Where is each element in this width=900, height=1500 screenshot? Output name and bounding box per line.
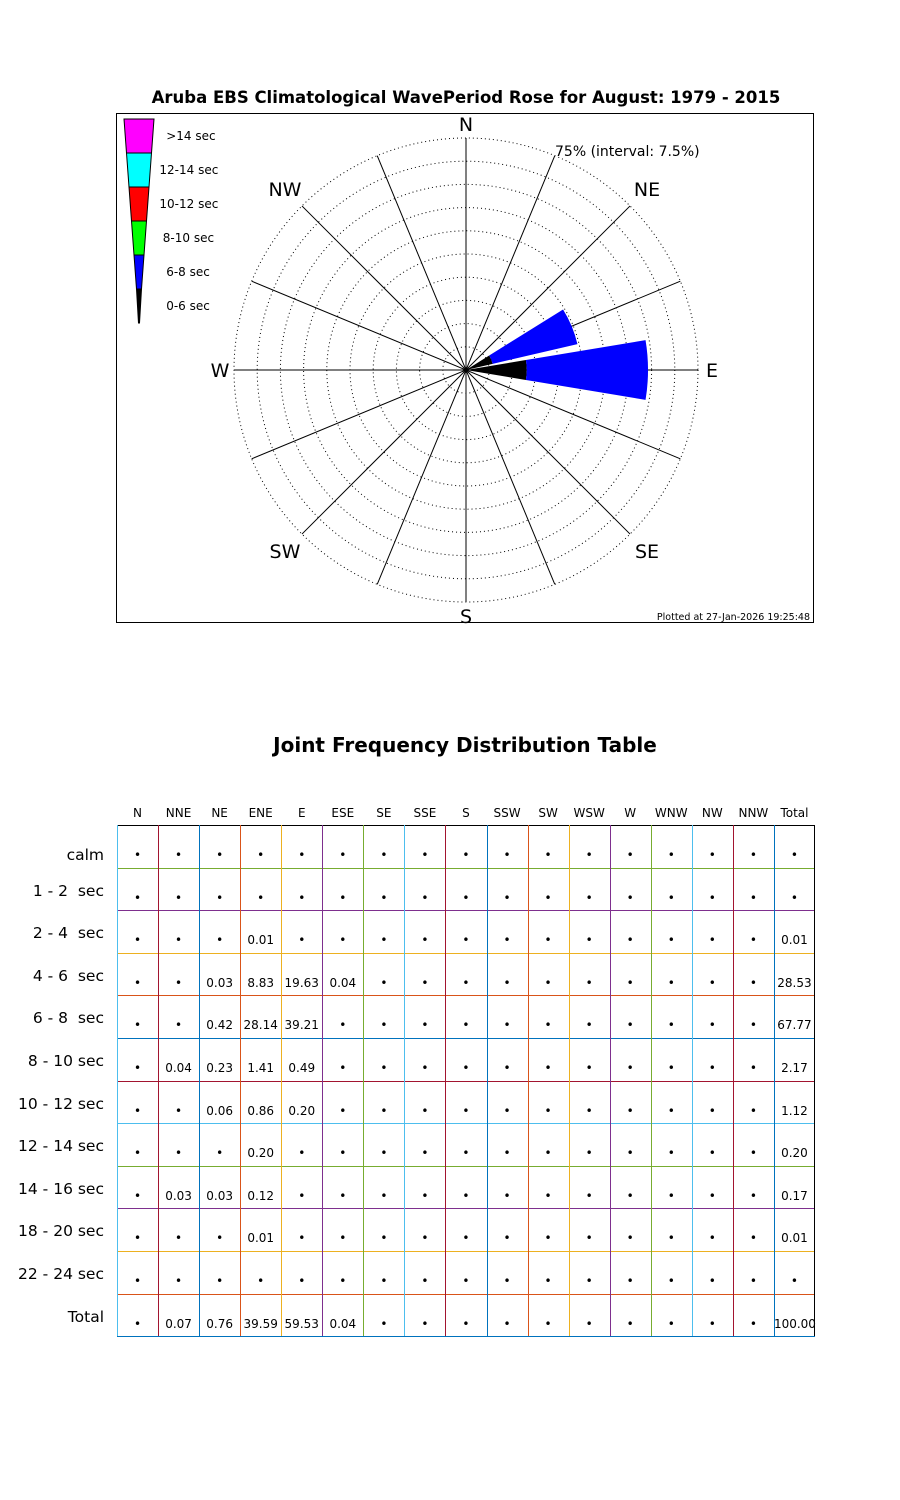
table-cell: • — [626, 1231, 634, 1246]
table-cell: • — [544, 933, 552, 948]
rose-wedge-e-0-6-sec — [466, 360, 527, 380]
legend-swatch — [132, 221, 147, 255]
table-cell: 0.86 — [247, 1103, 275, 1118]
table-cell: • — [298, 1188, 306, 1203]
row-divider — [117, 910, 815, 911]
table-cell: • — [298, 933, 306, 948]
table-cell: • — [421, 1061, 429, 1075]
row-divider — [117, 1336, 815, 1337]
table-cell: • — [133, 975, 142, 990]
rose-plot-frame — [116, 113, 814, 623]
column-header: NNE — [165, 806, 192, 820]
table-cell: • — [380, 1146, 388, 1161]
table-cell: • — [749, 1316, 757, 1331]
wind-rose — [117, 114, 815, 624]
legend-label: 6-8 sec — [166, 265, 210, 279]
table-cell: • — [667, 1103, 675, 1118]
table-cell: • — [667, 1231, 675, 1246]
table-cell: • — [544, 890, 552, 905]
column-header: Total — [780, 806, 809, 820]
table-cell: 100.00 — [773, 1316, 816, 1331]
table-cell: • — [503, 1146, 511, 1161]
column-header: SW — [538, 806, 558, 820]
table-cell: • — [749, 1061, 757, 1075]
table-cell: 0.01 — [781, 933, 808, 948]
table-cell: • — [708, 1018, 716, 1033]
table-cell: • — [175, 1103, 183, 1118]
table-cell: • — [503, 890, 511, 905]
row-label: 4 - 6 sec — [32, 966, 104, 985]
table-cell: • — [544, 975, 552, 990]
row-label: Total — [67, 1307, 104, 1326]
table-cell: • — [298, 1146, 306, 1161]
table-cell: 0.01 — [247, 1231, 275, 1246]
table-cell: • — [216, 1274, 224, 1288]
table-cell: • — [667, 1018, 675, 1033]
table-cell: • — [133, 1103, 142, 1118]
table-cell: • — [175, 890, 183, 905]
table-cell: 0.01 — [247, 933, 275, 948]
legend-swatch — [134, 255, 144, 289]
table-cell: • — [626, 1316, 634, 1331]
table-cell: • — [175, 848, 183, 862]
table-cell: • — [749, 890, 757, 905]
table-cell: 0.04 — [329, 975, 357, 990]
table-cell: • — [421, 1103, 429, 1118]
column-header: WSW — [573, 806, 605, 820]
table-cell: • — [626, 933, 634, 948]
table-cell: • — [175, 933, 183, 948]
column-header: NNW — [738, 806, 769, 820]
table-cell: • — [708, 1061, 716, 1075]
table-cell: • — [421, 1274, 429, 1288]
table-cell: • — [380, 1316, 388, 1331]
table-cell: • — [708, 1188, 716, 1203]
table-cell: 59.53 — [284, 1316, 319, 1331]
table-cell: • — [298, 848, 306, 862]
table-cell: • — [708, 975, 716, 990]
table-cell: • — [216, 890, 224, 905]
table-cell: • — [667, 1146, 675, 1161]
table-cell: • — [339, 1061, 347, 1075]
table-cell: • — [667, 1188, 675, 1203]
legend-swatch — [127, 153, 152, 187]
table-cell: • — [544, 1274, 552, 1288]
legend-label: 10-12 sec — [159, 197, 219, 211]
table-cell: • — [298, 1231, 306, 1246]
table-cell: • — [749, 1274, 757, 1288]
table-cell: • — [462, 1188, 470, 1203]
table-cell: • — [421, 1018, 429, 1033]
table-cell: 19.63 — [284, 975, 319, 990]
scale-label: 75% (interval: 7.5%) — [555, 144, 700, 160]
column-header: SSE — [413, 806, 437, 820]
table-cell: • — [544, 1018, 552, 1033]
table-cell: 0.03 — [206, 1188, 233, 1203]
row-divider — [117, 1081, 815, 1082]
table-cell: • — [503, 1103, 511, 1118]
plotted-timestamp: Plotted at 27-Jan-2026 19:25:48 — [656, 612, 810, 623]
compass-label-n: N — [458, 114, 474, 136]
table-cell: • — [626, 1061, 634, 1075]
table-cell: • — [257, 848, 265, 862]
table-cell: • — [462, 933, 470, 948]
table-cell: 0.04 — [165, 1061, 192, 1075]
table-cell: • — [503, 975, 511, 990]
table-cell: • — [216, 933, 224, 948]
table-cell: • — [380, 1188, 388, 1203]
table-cell: • — [462, 1231, 470, 1246]
table-cell: • — [626, 1146, 634, 1161]
table-cell: • — [380, 1103, 388, 1118]
row-label: 12 - 14 sec — [18, 1137, 104, 1156]
table-cell: • — [257, 1274, 265, 1288]
legend-swatch — [124, 119, 154, 153]
table-cell: • — [503, 933, 511, 948]
table-cell: • — [626, 1018, 634, 1033]
table-cell: • — [749, 975, 757, 990]
table-cell: • — [544, 1061, 552, 1075]
row-divider — [117, 953, 815, 954]
rose-title: Aruba EBS Climatological WavePeriod Rose for August: 1979 - 2015 — [151, 88, 781, 107]
table-cell: • — [133, 933, 142, 948]
row-label: 18 - 20 sec — [18, 1222, 104, 1241]
row-divider — [117, 868, 815, 869]
table-cell: • — [749, 1146, 757, 1161]
compass-label-e: E — [705, 360, 719, 382]
table-cell: • — [503, 1274, 511, 1288]
table-cell: • — [708, 1231, 716, 1246]
table-cell: • — [339, 848, 347, 862]
table-cell: • — [133, 1188, 142, 1203]
table-cell: • — [216, 1146, 224, 1161]
table-cell: • — [339, 1018, 347, 1033]
table-cell: • — [749, 1103, 757, 1118]
column-header: SSW — [493, 806, 521, 820]
table-cell: • — [339, 1274, 347, 1288]
column-header: E — [297, 806, 306, 820]
table-cell: • — [175, 1018, 183, 1033]
table-cell: • — [626, 1188, 634, 1203]
legend-label: 12-14 sec — [159, 163, 219, 177]
table-cell: 67.77 — [777, 1018, 812, 1033]
table-cell: 0.12 — [247, 1188, 275, 1203]
column-header: ENE — [248, 806, 273, 820]
row-label: 22 - 24 sec — [18, 1265, 104, 1283]
table-cell: • — [216, 848, 224, 862]
table-cell: 0.04 — [329, 1316, 357, 1331]
table-cell: 0.17 — [781, 1188, 808, 1203]
table-cell: • — [462, 975, 470, 990]
table-cell: • — [544, 1188, 552, 1203]
compass-label-s: S — [459, 606, 473, 624]
row-label: 10 - 12 sec — [18, 1094, 104, 1113]
table-cell: • — [544, 1231, 552, 1246]
row-label: 14 - 16 sec — [18, 1179, 104, 1198]
legend-label: 8-10 sec — [162, 231, 215, 245]
row-divider — [117, 1294, 815, 1295]
table-cell: 39.21 — [284, 1018, 319, 1033]
table-cell: 0.01 — [781, 1231, 808, 1246]
row-label: 2 - 4 sec — [32, 924, 104, 943]
table-cell: • — [667, 975, 675, 990]
table-cell: • — [421, 975, 429, 990]
table-cell: • — [749, 1231, 757, 1246]
table-cell: • — [708, 848, 716, 862]
table-cell: • — [667, 848, 675, 862]
table-cell: • — [667, 1316, 675, 1331]
table-cell: • — [339, 933, 347, 948]
table-cell: • — [339, 1103, 347, 1118]
compass-label-w: W — [210, 360, 230, 382]
table-cell: 0.23 — [206, 1061, 233, 1075]
table-cell: • — [585, 890, 593, 905]
table-cell: • — [544, 1103, 552, 1118]
table-cell: • — [585, 848, 593, 862]
table-cell: • — [339, 1231, 347, 1246]
table-cell: 0.49 — [288, 1061, 316, 1075]
column-header: NE — [211, 806, 228, 820]
table-cell: • — [421, 1316, 429, 1331]
table-cell: • — [133, 848, 142, 862]
table-cell: • — [585, 1103, 593, 1118]
table-cell: • — [462, 1018, 470, 1033]
table-cell: • — [790, 1274, 798, 1288]
table-cell: • — [421, 933, 429, 948]
table-cell: • — [133, 1231, 142, 1246]
table-cell: • — [462, 1061, 470, 1075]
table-cell: • — [462, 1316, 470, 1331]
table-cell: • — [708, 890, 716, 905]
table-cell: • — [667, 1274, 675, 1288]
table-cell: • — [667, 890, 675, 905]
table-cell: • — [626, 890, 634, 905]
row-divider — [117, 1251, 815, 1252]
table-cell: • — [339, 1146, 347, 1161]
table-cell: • — [380, 1018, 388, 1033]
table-cell: 0.07 — [165, 1316, 192, 1331]
table-cell: • — [133, 1146, 142, 1161]
table-cell: 0.20 — [247, 1146, 275, 1161]
table-cell: • — [667, 933, 675, 948]
table-cell: • — [462, 1274, 470, 1288]
row-divider — [117, 1038, 815, 1039]
table-cell: • — [626, 975, 634, 990]
table-cell: • — [585, 1274, 593, 1288]
table-cell: • — [585, 1188, 593, 1203]
table-cell: • — [216, 1231, 224, 1246]
table-cell: • — [708, 1146, 716, 1161]
table-cell: • — [585, 1231, 593, 1246]
compass-label-ne: NE — [633, 178, 661, 201]
table-cell: • — [380, 975, 388, 990]
table-cell: • — [544, 1316, 552, 1331]
row-divider — [117, 1166, 815, 1167]
table-cell: • — [544, 848, 552, 862]
table-cell: • — [790, 890, 798, 905]
table-cell: 28.53 — [777, 975, 812, 990]
table-cell: 0.20 — [288, 1103, 316, 1118]
table-cell: • — [133, 1274, 142, 1288]
table-cell: 0.76 — [206, 1316, 233, 1331]
table-cell: • — [503, 1061, 511, 1075]
table-cell: 1.12 — [781, 1103, 808, 1118]
table-top-border — [117, 825, 815, 826]
table-cell: • — [544, 1146, 552, 1161]
table-cell: • — [708, 1103, 716, 1118]
row-divider — [117, 995, 815, 996]
table-cell: • — [667, 1061, 675, 1075]
table-cell: 0.06 — [206, 1103, 233, 1118]
table-cell: • — [585, 1018, 593, 1033]
column-header: N — [133, 806, 142, 820]
table-cell: • — [503, 1316, 511, 1331]
legend-swatch — [129, 187, 149, 221]
table-cell: • — [133, 1061, 142, 1075]
column-header: ESE — [331, 806, 355, 820]
table-cell: • — [585, 1146, 593, 1161]
column-header: SE — [376, 806, 392, 820]
table-cell: • — [298, 1274, 306, 1288]
column-header: NW — [701, 806, 723, 820]
table-cell: • — [380, 1274, 388, 1288]
table-cell: • — [298, 890, 306, 905]
table-cell: • — [749, 848, 757, 862]
table-cell: 39.59 — [243, 1316, 278, 1331]
table-cell: • — [790, 848, 798, 862]
table-cell: 8.83 — [247, 975, 275, 990]
table-cell: • — [708, 1316, 716, 1331]
table-cell: 28.14 — [243, 1018, 278, 1033]
table-cell: • — [380, 848, 388, 862]
table-cell: • — [708, 1274, 716, 1288]
table-cell: • — [339, 1188, 347, 1203]
table-cell: • — [175, 1231, 183, 1246]
table-cell: • — [585, 1061, 593, 1075]
column-header: S — [462, 806, 470, 820]
table-title: Joint Frequency Distribution Table — [273, 733, 657, 757]
table-cell: • — [503, 1018, 511, 1033]
table-cell: • — [462, 848, 470, 862]
table-cell: 1.41 — [247, 1061, 275, 1075]
table-cell: • — [626, 848, 634, 862]
column-header: WNW — [654, 806, 688, 820]
table-cell: • — [585, 975, 593, 990]
table-cell: • — [133, 1316, 142, 1331]
table-cell: • — [421, 1188, 429, 1203]
row-divider — [117, 1123, 815, 1124]
table-cell: • — [462, 1146, 470, 1161]
legend-swatch — [137, 289, 142, 323]
table-cell: • — [421, 890, 429, 905]
table-cell: • — [133, 1018, 142, 1033]
table-cell: • — [626, 1274, 634, 1288]
table-cell: • — [462, 890, 470, 905]
legend-label: >14 sec — [166, 129, 216, 143]
row-label: 6 - 8 sec — [32, 1009, 104, 1028]
table-cell: • — [380, 1231, 388, 1246]
table-cell: 0.20 — [781, 1146, 808, 1161]
table-cell: • — [749, 1018, 757, 1033]
table-cell: • — [503, 1231, 511, 1246]
table-cell: • — [749, 1188, 757, 1203]
table-cell: • — [708, 933, 716, 948]
table-cell: • — [257, 890, 265, 905]
table-cell: • — [421, 1231, 429, 1246]
compass-label-sw: SW — [269, 541, 301, 564]
table-cell: • — [175, 1146, 183, 1161]
table-cell: 0.03 — [165, 1188, 192, 1203]
table-cell: • — [421, 848, 429, 862]
table-cell: • — [339, 890, 347, 905]
table-cell: • — [462, 1103, 470, 1118]
table-cell: • — [380, 933, 388, 948]
row-divider — [117, 1208, 815, 1209]
table-cell: • — [175, 1274, 183, 1288]
compass-label-se: SE — [634, 541, 660, 564]
table-cell: 0.03 — [206, 975, 233, 990]
table-cell: • — [133, 890, 142, 905]
table-cell: • — [421, 1146, 429, 1161]
table-cell: • — [175, 975, 183, 990]
table-cell: • — [503, 1188, 511, 1203]
row-label: calm — [66, 846, 104, 864]
row-label: 8 - 10 sec — [27, 1052, 104, 1070]
table-cell: • — [626, 1103, 634, 1118]
table-cell: 0.42 — [206, 1018, 233, 1033]
table-cell: • — [585, 1316, 593, 1331]
legend-label: 0-6 sec — [166, 299, 210, 313]
table-cell: • — [749, 933, 757, 948]
table-cell: • — [585, 933, 593, 948]
table-cell: 2.17 — [781, 1061, 808, 1075]
table-cell: • — [503, 848, 511, 862]
row-label: 1 - 2 sec — [32, 881, 104, 900]
table-cell: • — [380, 890, 388, 905]
table-cell: • — [380, 1061, 388, 1075]
column-header: W — [624, 806, 637, 820]
compass-label-nw: NW — [268, 178, 302, 201]
